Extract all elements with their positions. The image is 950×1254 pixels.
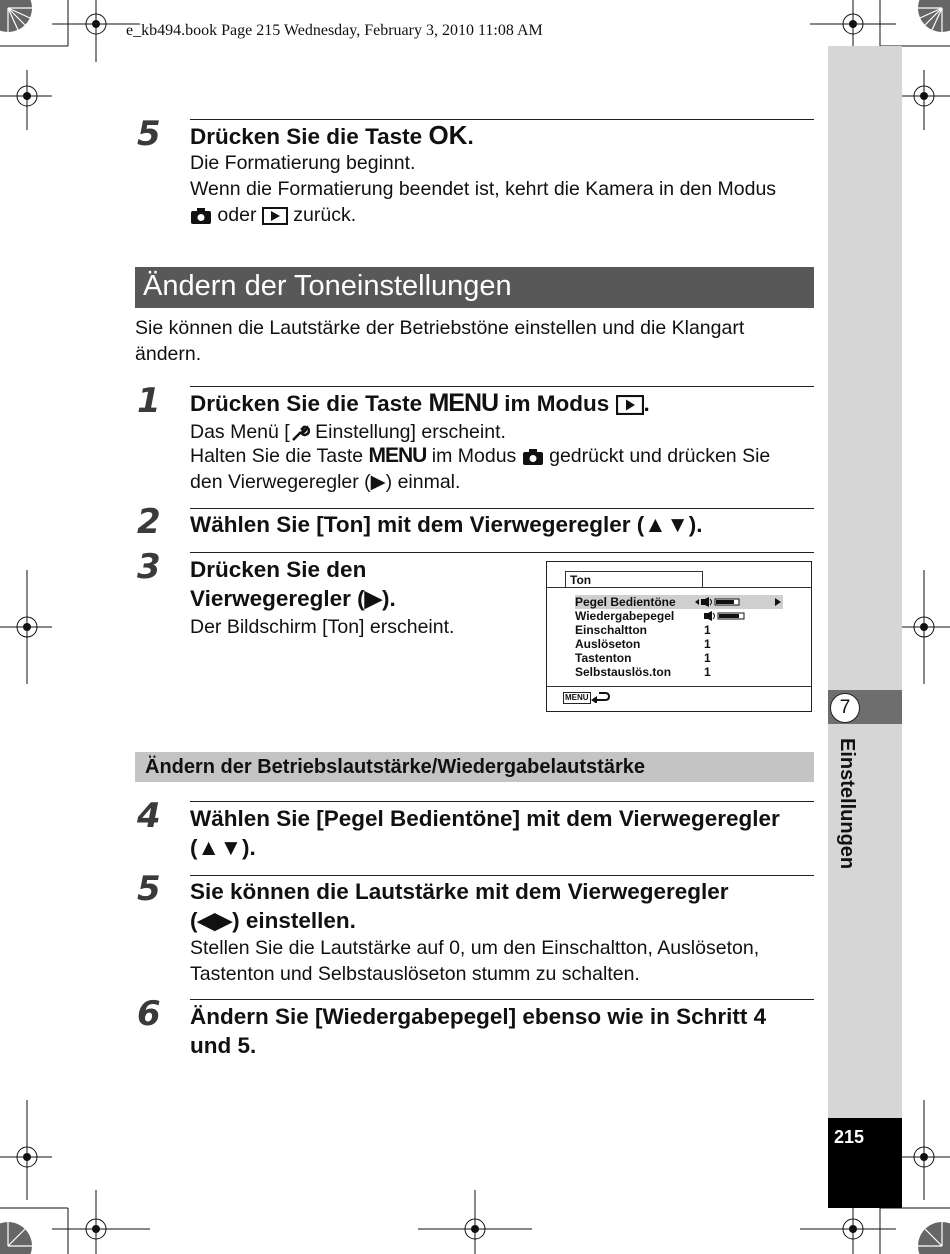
step-divider [190,552,814,553]
screen-row: Selbstauslös.ton 1 [575,665,711,679]
screen-row-selected: Pegel Bedientöne [575,595,783,609]
step-body: Der Bildschirm [Ton] erscheint. [190,616,455,638]
screen-row: Tastenton 1 [575,651,711,665]
step-body: den Vierwegeregler (▶) einmal. [190,471,461,493]
step-title: Drücken Sie die Taste OK. [190,120,474,150]
screen-row: Auslöseton 1 [575,637,711,651]
step-divider [190,801,814,802]
step-body: Halten Sie die Taste MENU im Modus gedrückt und drücken Sie [190,444,771,467]
subsection-title: Ändern der Betriebslautstärke/Wiedergabelautstärke [145,756,645,778]
chapter-title: Einstellungen [836,738,858,870]
step-body: Stellen Sie die Lautstärke auf 0, um den Einschaltton, Auslöseton, [190,937,760,959]
section-intro: Sie können die Lautstärke der Betriebstöne einstellen und die Klangart ändern. [135,317,745,365]
step-title: und 5. [190,1033,257,1058]
camera-icon [190,207,212,225]
volume-slider-icon [704,611,748,621]
screen-row: Einschaltton 1 [575,623,711,637]
section-title: Ändern der Toneinstellungen [143,270,512,302]
step-title: Wählen Sie [Pegel Bedientöne] mit dem Vierwegeregler [190,806,780,831]
step-title: (◀▶) einstellen. [190,908,356,933]
menu-key: MENU [368,444,427,467]
step-number: 5 [137,869,161,909]
step-title: Sie können die Lautstärke mit dem Vierwegeregler [190,879,729,904]
right-arrow-icon [775,598,781,606]
step-title: Drücken Sie die Taste MENU im Modus . [190,389,650,417]
step-body: Die Formatierung beginnt. [190,152,416,174]
step-title: Drücken Sie den [190,557,367,582]
wrench-icon [290,424,310,442]
step-divider [190,508,814,509]
side-tab-bar [828,46,902,1208]
menu-button-icon: MENU [565,693,589,702]
playback-icon [262,207,288,225]
step-divider [190,999,814,1000]
step-body: Wenn die Formatierung beendet ist, kehrt die Kamera in den Modus [190,178,777,200]
screen-divider [547,686,811,687]
step-body: Tastenton und Selbstauslöseton stumm zu schalten. [190,963,640,985]
step-title: Vierwegeregler (▶). [190,586,396,611]
step-divider [190,119,814,120]
step-number: 4 [137,796,161,836]
step-number: 5 [137,114,161,154]
screen-row: Wiedergabepegel [575,609,783,623]
screen-divider [547,587,811,588]
screen-tab: Ton [565,571,703,587]
back-arrow-icon [591,691,611,703]
step-divider [190,386,814,387]
ok-key: OK [428,120,468,150]
step-title: Ändern Sie [Wiedergabepegel] ebenso wie in Schritt 4 [190,1004,767,1029]
volume-slider-icon [695,597,747,607]
step-number: 1 [137,381,161,421]
step-number: 6 [137,994,161,1034]
menu-key: MENU [428,389,499,417]
print-header: e_kb494.book Page 215 Wednesday, February 3, 2010 11:08 AM [126,22,543,39]
step-title: (▲▼). [190,835,256,860]
step-body: oder zurück. [190,202,356,228]
step-body: Das Menü [ Einstellung] erscheint. [190,421,506,443]
page-number: 215 [834,1127,865,1147]
camera-screen [546,561,812,712]
step-number: 3 [137,547,161,587]
chapter-number: 7 [830,693,860,723]
step-number: 2 [137,502,161,542]
step-title: Wählen Sie [Ton] mit dem Vierwegeregler (▲▼). [190,512,703,537]
step-divider [190,875,814,876]
camera-icon [522,448,544,466]
playback-icon [616,395,644,415]
